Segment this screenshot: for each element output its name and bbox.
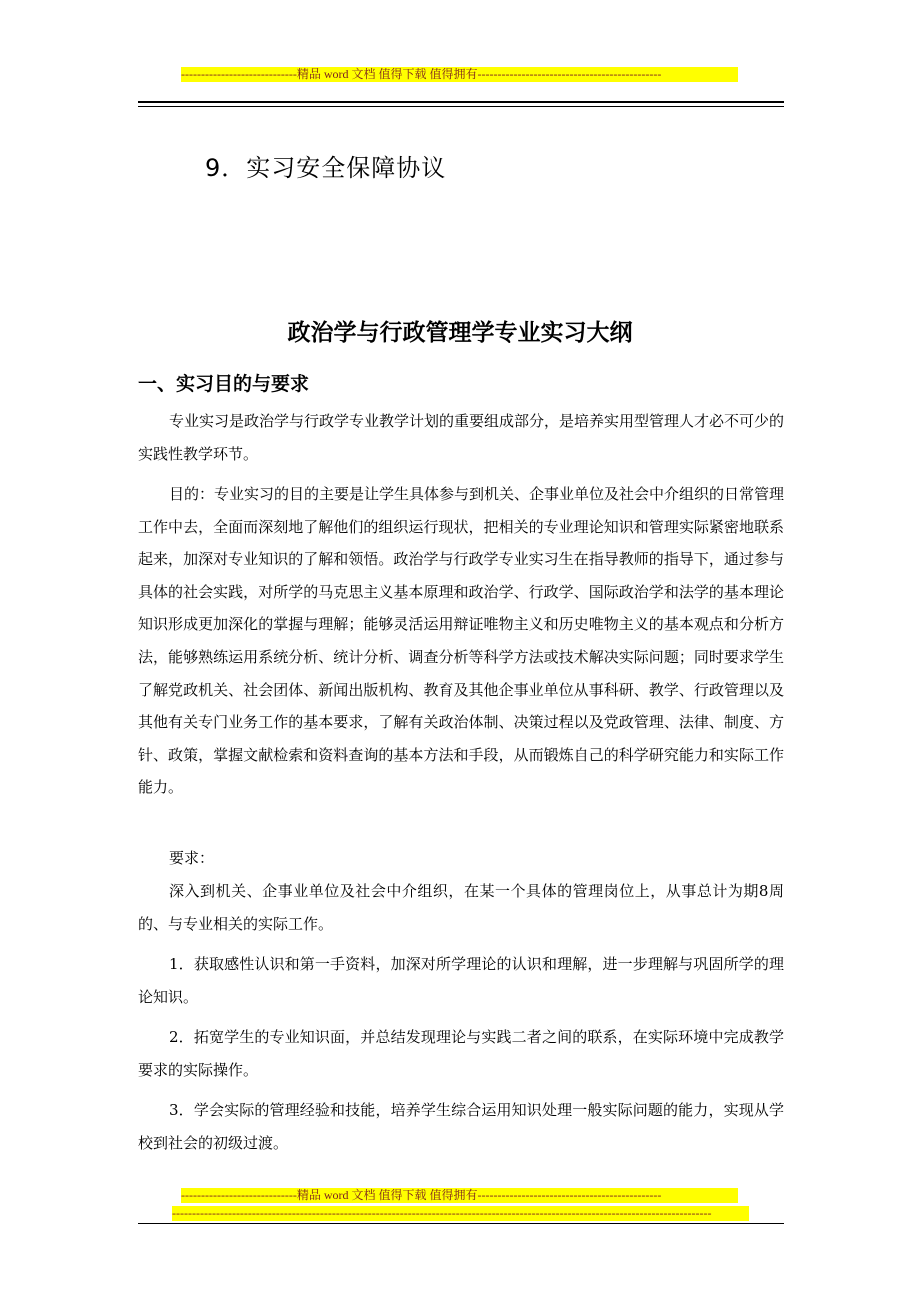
footer-rule xyxy=(138,1223,784,1224)
paragraph-requirements: 深入到机关、企事业单位及社会中介组织，在某一个具体的管理岗位上，从事总计为期8周的、与专业相关的实际工作。 xyxy=(138,882,784,933)
list-item-2: 2．拓宽学生的专业知识面，并总结发现理论与实践二者之间的联系，在实际环境中完成教学要求的实际操作。 xyxy=(138,1028,784,1079)
document-title: 政治学与行政管理学专业实习大纲 xyxy=(287,320,633,346)
footer-banner-dashes: --------------------------------------------------------------------------------------------------------------------------------------- xyxy=(172,1206,749,1221)
footer-banner: -----------------------------精品 word 文档 值得下载 值得拥有---------------------------------------------- xyxy=(181,1188,738,1203)
header-rule-thick xyxy=(138,101,784,103)
list-item-1: 1．获取感性认识和第一手资料，加深对所学理论的认识和理解，进一步理解与巩固所学的理论知识。 xyxy=(138,955,784,1006)
paragraph-requirements-label: 要求： xyxy=(169,849,215,867)
paragraph-purpose: 目的：专业实习的目的主要是让学生具体参与到机关、企事业单位及社会中介组织的日常管理工作中去，全面而深刻地了解他们的组织运行现状，把相关的专业理论知识和管理实际紧密地联系起来，加深对专业知识的了解和领悟。政治学与行政学专业实习生在指导教师的指导下，通过参与具体的社会实践，对所学的马克思主义基本原理和政治学、行政学、国际政治学和法学的基本理论知识形成更加深化的掌握与理解；能够灵活运用辩证唯物主义和历史唯物主义的基本观点和分析方法，能够熟练运用系统分析、统计分析、调查分析等科学方法或技术解决实际问题；同时要求学生了解党政机关、社会团体、新闻出版机构、教育及其他企事业单位从事科研、教学、行政管理以及其他有关专门业务工作的基本要求，了解有关政治体制、决策过程以及党政管理、法律、制度、方针、政策，掌握文献检索和资料查询的基本方法和手段，从而锻炼自己的科学研究能力和实际工作能力。 xyxy=(138,485,785,797)
list-item-3: 3．学会实际的管理经验和技能，培养学生综合运用知识处理一般实际问题的能力，实现从学校到社会的初级过渡。 xyxy=(138,1101,784,1152)
section-heading: 9．实习安全保障协议 xyxy=(205,154,447,182)
paragraph-intro: 专业实习是政治学与行政学专业教学计划的重要组成部分，是培养实用型管理人才必不可少的实践性教学环节。 xyxy=(138,412,785,463)
header-banner: -----------------------------精品 word 文档 值得下载 值得拥有---------------------------------------------- xyxy=(181,67,738,82)
heading-objectives-requirements: 一、实习目的与要求 xyxy=(138,373,310,395)
header-rule-thin xyxy=(138,106,784,107)
